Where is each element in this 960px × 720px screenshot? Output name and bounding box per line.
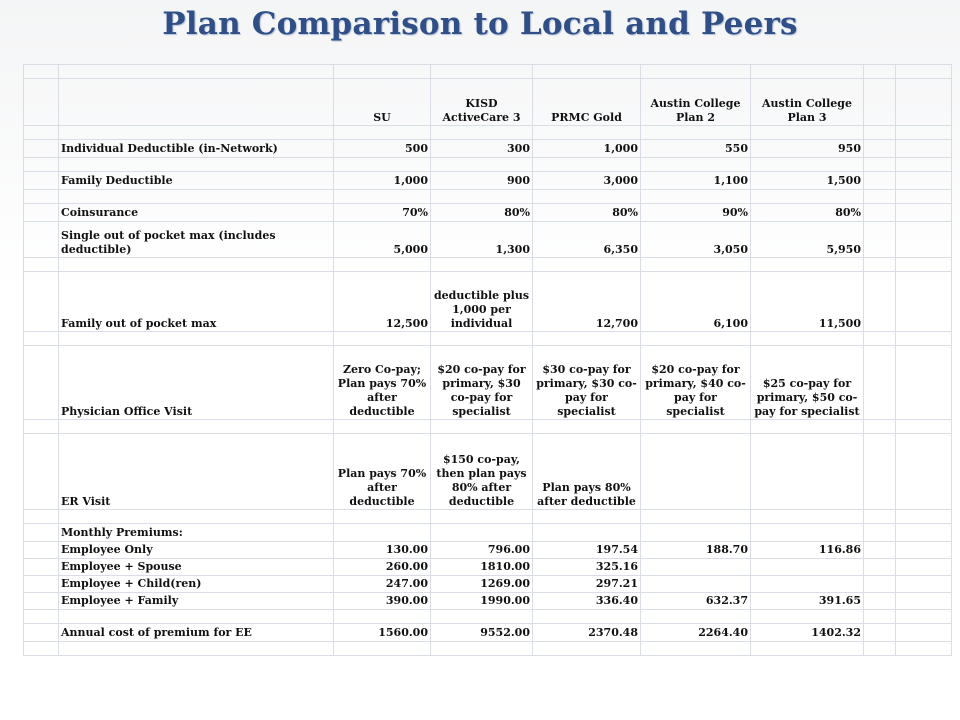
table-cell: 80%: [533, 204, 641, 222]
table-row: [24, 559, 952, 576]
table-cell: 391.65: [751, 593, 864, 610]
row-label: Coinsurance: [59, 204, 334, 222]
row-label: Employee + Child(ren): [59, 576, 334, 593]
table-cell: 297.21: [533, 576, 641, 593]
table-cell: Zero Co-pay; Plan pays 70% after deductible: [334, 346, 431, 420]
table-cell: 1,100: [641, 172, 751, 190]
table-cell: $150 co-pay, then plan pays 80% after deductible: [431, 434, 533, 510]
table-cell: 632.37: [641, 593, 751, 610]
table-cell: 5,000: [334, 222, 431, 258]
table-cell: 260.00: [334, 559, 431, 576]
table-cell: 80%: [751, 204, 864, 222]
table-cell: $30 co-pay for primary, $30 co-pay for specialist: [533, 346, 641, 420]
table-row: [24, 434, 952, 510]
table-row: [24, 222, 952, 258]
table-cell: $20 co-pay for primary, $40 co-pay for specialist: [641, 346, 751, 420]
table-cell: 900: [431, 172, 533, 190]
row-label: Physician Office Visit: [59, 346, 334, 420]
table-row: [24, 610, 952, 624]
table-row: [24, 624, 952, 642]
column-header-su: SU: [334, 79, 431, 126]
table-cell: 1,300: [431, 222, 533, 258]
row-label: Single out of pocket max (includes deductible): [59, 222, 334, 258]
row-label: Annual cost of premium for EE: [59, 624, 334, 642]
row-label: Family out of pocket max: [59, 272, 334, 332]
row-label: Employee + Family: [59, 593, 334, 610]
table-cell: 5,950: [751, 222, 864, 258]
table-cell: 950: [751, 140, 864, 158]
table-cell: 80%: [431, 204, 533, 222]
table-cell: [641, 576, 751, 593]
table-cell: 325.16: [533, 559, 641, 576]
row-label: Family Deductible: [59, 172, 334, 190]
table-cell: 12,700: [533, 272, 641, 332]
header-row: [24, 79, 952, 126]
table-cell: 500: [334, 140, 431, 158]
column-header-kisd: KISD ActiveCare 3: [431, 79, 533, 126]
table-row: [24, 272, 952, 332]
table-row: [24, 158, 952, 172]
table-cell: 6,350: [533, 222, 641, 258]
table-cell: 1560.00: [334, 624, 431, 642]
column-header-austin-2: Austin College Plan 2: [641, 79, 751, 126]
table-cell: 796.00: [431, 542, 533, 559]
table-row: [24, 204, 952, 222]
table-cell: 1269.00: [431, 576, 533, 593]
row-label: Individual Deductible (in-Network): [59, 140, 334, 158]
table-row: [24, 542, 952, 559]
table-cell: 11,500: [751, 272, 864, 332]
table-cell: 2264.40: [641, 624, 751, 642]
table-cell: 1990.00: [431, 593, 533, 610]
table-row: [24, 140, 952, 158]
table-cell: 116.86: [751, 542, 864, 559]
column-header-austin-3: Austin College Plan 3: [751, 79, 864, 126]
table-cell: 2370.48: [533, 624, 641, 642]
table-cell: 550: [641, 140, 751, 158]
table-row: [24, 420, 952, 434]
page-title: Plan Comparison to Local and Peers: [162, 6, 798, 42]
table-cell: 6,100: [641, 272, 751, 332]
table-row: [24, 524, 952, 542]
table-cell: 1402.32: [751, 624, 864, 642]
table-cell: 336.40: [533, 593, 641, 610]
table-cell: Plan pays 70% after deductible: [334, 434, 431, 510]
table-cell: 188.70: [641, 542, 751, 559]
table-cell: Plan pays 80% after deductible: [533, 434, 641, 510]
table-cell: [751, 576, 864, 593]
table-cell: 390.00: [334, 593, 431, 610]
table-cell: [641, 559, 751, 576]
table-row: [24, 190, 952, 204]
table-cell: [751, 559, 864, 576]
row-label: Employee + Spouse: [59, 559, 334, 576]
column-header-prmc: PRMC Gold: [533, 79, 641, 126]
table-row: [24, 126, 952, 140]
table-row: [24, 258, 952, 272]
table-cell: 1,000: [533, 140, 641, 158]
table-row: [24, 642, 952, 656]
table-row: [24, 172, 952, 190]
table-row: [24, 332, 952, 346]
table-row: [24, 576, 952, 593]
table-row: [24, 346, 952, 420]
table-cell: 3,000: [533, 172, 641, 190]
table-cell: 197.54: [533, 542, 641, 559]
table-cell: 90%: [641, 204, 751, 222]
row-label: ER Visit: [59, 434, 334, 510]
plan-comparison-table: [23, 64, 952, 656]
table-cell: [641, 434, 751, 510]
table-cell: 1810.00: [431, 559, 533, 576]
table-cell: 130.00: [334, 542, 431, 559]
row-label: Employee Only: [59, 542, 334, 559]
table-cell: 12,500: [334, 272, 431, 332]
table-row: [24, 593, 952, 610]
table-cell: 70%: [334, 204, 431, 222]
section-label: Monthly Premiums:: [59, 524, 334, 542]
table-cell: $20 co-pay for primary, $30 co-pay for specialist: [431, 346, 533, 420]
table-row: [24, 65, 952, 79]
table-cell: 3,050: [641, 222, 751, 258]
table-cell: [751, 434, 864, 510]
table-cell: 9552.00: [431, 624, 533, 642]
table-cell: 300: [431, 140, 533, 158]
table-row: [24, 510, 952, 524]
table-cell: 247.00: [334, 576, 431, 593]
table-cell: deductible plus 1,000 per individual: [431, 272, 533, 332]
table-cell: 1,000: [334, 172, 431, 190]
table-cell: $25 co-pay for primary, $50 co-pay for specialist: [751, 346, 864, 420]
table-cell: 1,500: [751, 172, 864, 190]
